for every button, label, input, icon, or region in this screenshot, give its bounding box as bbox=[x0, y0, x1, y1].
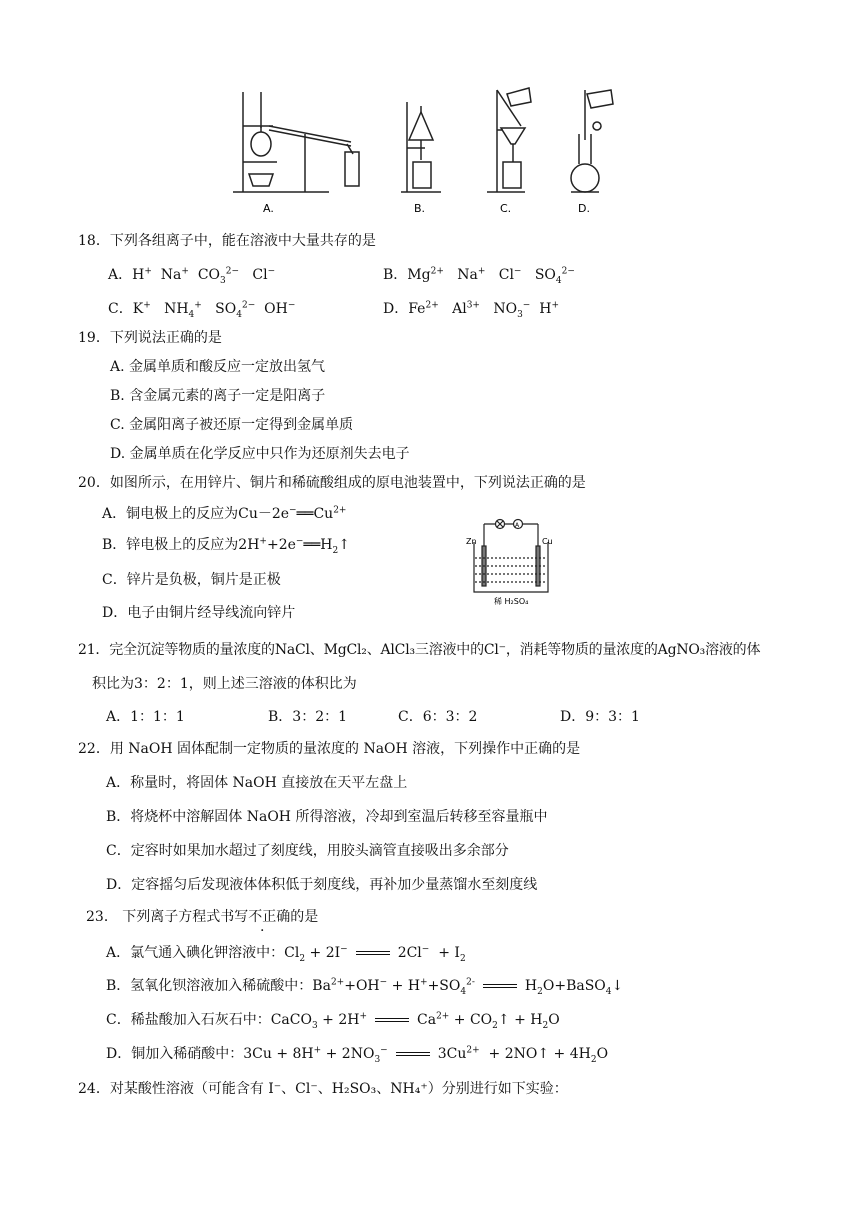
figure-label-c: C. bbox=[500, 202, 512, 215]
q19-option-b: B. 含金属元素的离子一定是阳离子 bbox=[110, 388, 326, 404]
q23-option-d: D．铜加入稀硝酸中：$3Cu + 8H^+ + 2NO_3^-$ $3Cu^{2+}$ + 2NO↑ + $4H_2O$ bbox=[106, 1045, 609, 1065]
apparatus-figure bbox=[225, 82, 625, 218]
q18-option-a: A．H+ Na+ $CO_3^{2-}$ Cl− bbox=[108, 266, 276, 286]
q21-stem-line2: 积比为3：2：1，则上述三溶液的体积比为 bbox=[92, 676, 357, 692]
galvanic-cell-drawing bbox=[466, 516, 556, 608]
galvanic-cell-figure bbox=[466, 516, 556, 608]
q22-option-b: B．将烧杯中溶解固体 NaOH 所得溶液，冷却到室温后转移至容量瓶中 bbox=[106, 809, 548, 825]
figure-label-b: B. bbox=[414, 202, 426, 215]
q18-option-c: C．K+ $NH_4^+$ $SO_4^{2-}$ OH− bbox=[108, 300, 296, 320]
label-cu: Cu bbox=[542, 537, 553, 546]
q20-option-a: A．铜电极上的反应为$Cu-2e^-══Cu^{2+}$ bbox=[102, 505, 347, 522]
q19-option-d: D. 金属单质在化学反应中只作为还原剂失去电子 bbox=[110, 446, 410, 462]
q23-emphasis: 不正 bbox=[248, 909, 277, 925]
q23-option-b: B．氢氧化钡溶液加入稀硫酸中：$Ba^{2+}+OH^- + H^++SO_4^{2-}$ $H_2O+BaSO_4↓$ bbox=[106, 977, 624, 997]
apparatus-drawing bbox=[225, 82, 625, 218]
q21-option-d: D．9：3：1 bbox=[560, 709, 640, 725]
label-zn: Zn bbox=[466, 537, 477, 546]
q19-option-a: A. 金属单质和酸反应一定放出氢气 bbox=[110, 359, 326, 375]
q22-stem: 22．用 NaOH 固体配制一定物质的量浓度的 NaOH 溶液，下列操作中正确的是 bbox=[78, 741, 581, 757]
q22-option-a: A．称量时，将固体 NaOH 直接放在天平左盘上 bbox=[106, 775, 408, 791]
q19-stem: 19．下列说法正确的是 bbox=[78, 330, 222, 346]
q24-stem: 24．对某酸性溶液（可能含有 I⁻、Cl⁻、H₂SO₃、NH₄⁺）分别进行如下实验： bbox=[78, 1081, 568, 1097]
label-dilute-acid: 稀 H₂SO₄ bbox=[494, 597, 529, 606]
q20-option-b: B．锌电极上的反应为$2H^++2e^-══H_2↑$ bbox=[102, 536, 350, 556]
q21-option-a: A．1：1：1 bbox=[106, 709, 185, 725]
q20-option-c: C．锌片是负极，铜片是正极 bbox=[102, 572, 281, 588]
q21-stem-line1: 21．完全沉淀等物质的量浓度的NaCl、MgCl₂、AlCl₃三溶液中的Cl⁻，消耗等物质的量浓度的AgNO₃溶液的体 bbox=[78, 642, 761, 658]
q23-option-c: C．稀盐酸加入石灰石中：CaCO$_3$ + 2H+ $Ca^{2+}$ + $CO_2↑ + H_2O$ bbox=[106, 1011, 560, 1031]
q19-option-c: C. 金属阳离子被还原一定得到金属单质 bbox=[110, 417, 354, 433]
q23-option-a: A．氯气通入碘化钾溶液中：$Cl_2 + 2I^-$ $2Cl^- + I_2$ bbox=[106, 944, 466, 964]
q18-stem: 18．下列各组离子中，能在溶液中大量共存的是 bbox=[78, 233, 376, 249]
q22-option-d: D．定容摇匀后发现液体体积低于刻度线，再补加少量蒸馏水至刻度线 bbox=[106, 877, 538, 893]
q18-option-d: D．$Fe^{2+}$ $Al^{3+}$ $NO_3^-$ H+ bbox=[383, 300, 559, 320]
svg-text:A: A bbox=[515, 522, 520, 529]
q20-option-d: D．电子由铜片经导线流向锌片 bbox=[102, 605, 296, 621]
q22-option-c: C．定容时如果加水超过了刻度线，用胶头滴管直接吸出多余部分 bbox=[106, 843, 509, 859]
q18-option-b: B．$Mg^{2+}$ Na+ Cl− $SO_4^{2-}$ bbox=[383, 266, 575, 286]
figure-label-a: A. bbox=[263, 202, 274, 215]
q21-option-b: B．3：2：1 bbox=[268, 709, 348, 725]
q20-stem: 20．如图所示，在用锌片、铜片和稀硫酸组成的原电池装置中，下列说法正确的是 bbox=[78, 475, 586, 491]
figure-label-d: D. bbox=[578, 202, 590, 215]
q21-option-c: C．6：3：2 bbox=[398, 709, 478, 725]
q23-stem: 23． 下列离子方程式书写不正确的是 bbox=[86, 909, 319, 925]
